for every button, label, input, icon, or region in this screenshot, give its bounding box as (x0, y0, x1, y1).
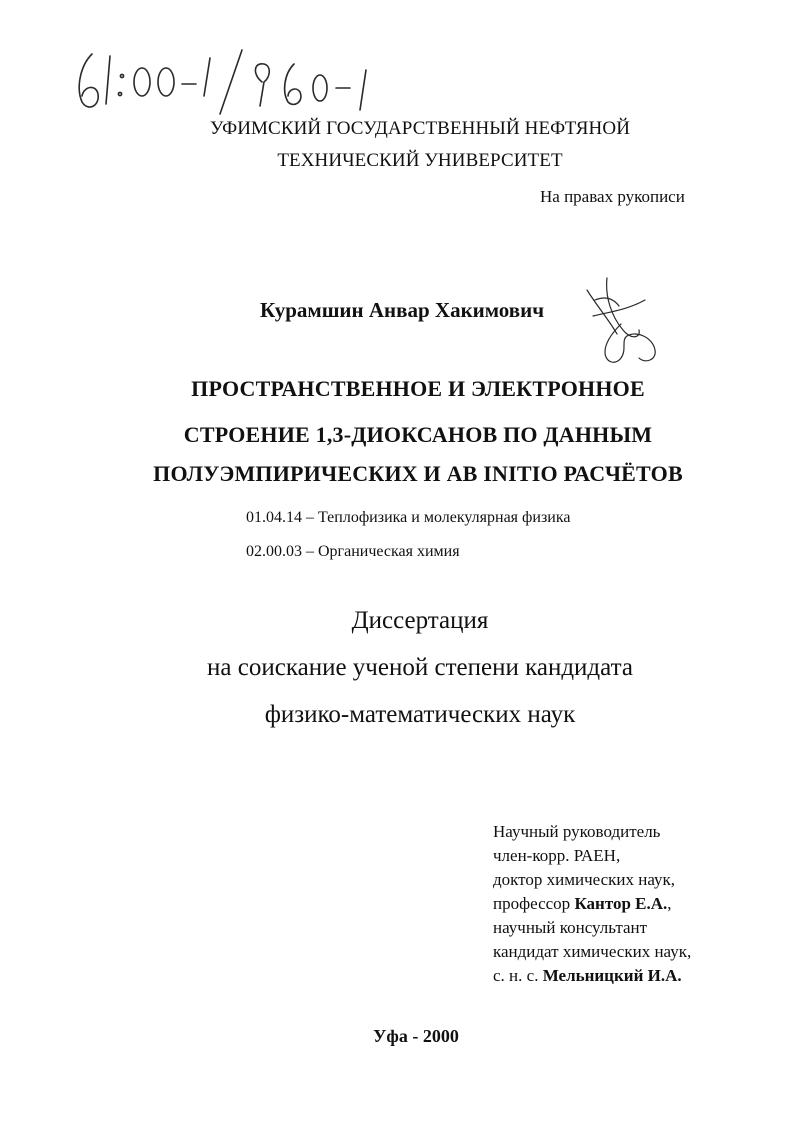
handwritten-archive-code (70, 48, 400, 118)
university-name-line2: ТЕХНИЧЕСКИЙ УНИВЕРСИТЕТ (277, 150, 563, 171)
author-signature (583, 276, 663, 371)
supervisor-membership: член-корр. РАЕН, (493, 846, 621, 865)
degree-heading: Диссертация (351, 607, 489, 634)
degree-field: физико-математических наук (264, 701, 576, 728)
supervisor-name: Кантор Е.А. (574, 894, 668, 913)
title-line-3: ПОЛУЭМПИРИЧЕСКИХ И AB INITIO РАСЧЁТОВ (153, 461, 683, 486)
university-name-line1: УФИМСКИЙ ГОСУДАРСТВЕННЫЙ НЕФТЯНОЙ (209, 118, 631, 139)
specialty-code-2: 02.00.03 – Органическая химия (246, 543, 460, 560)
supervisor-name-line (493, 892, 672, 916)
specialty-code-1: 01.04.14 – Теплофизика и молекулярная физика (246, 509, 571, 526)
title-line-1: ПРОСТРАНСТВЕННОЕ И ЭЛЕКТРОННОЕ (191, 376, 645, 401)
consultant-name-line (493, 964, 682, 988)
archive-code-text: 61:00-1/960-1 (70, 114, 76, 115)
consultant-name: Мельницкий И.А. (542, 966, 682, 985)
consultant-title: с. н. с. (493, 966, 543, 985)
supervisor-role: Научный руководитель (493, 822, 661, 841)
consultant-role: научный консультант (493, 918, 648, 937)
rights-note: На правах рукописи (540, 187, 685, 206)
city-year: Уфа - 2000 (373, 1026, 459, 1046)
supervisor-degree: доктор химических наук, (493, 870, 676, 889)
degree-purpose: на соискание ученой степени кандидата (207, 654, 633, 681)
title-line-2: СТРОЕНИЕ 1,3-ДИОКСАНОВ ПО ДАННЫМ (183, 422, 653, 447)
author-name: Курамшин Анвар Хакимович (260, 298, 545, 322)
consultant-degree: кандидат химических наук, (493, 942, 692, 961)
supervisor-title: профессор (493, 894, 575, 913)
supervisor-comma: , (667, 894, 672, 913)
